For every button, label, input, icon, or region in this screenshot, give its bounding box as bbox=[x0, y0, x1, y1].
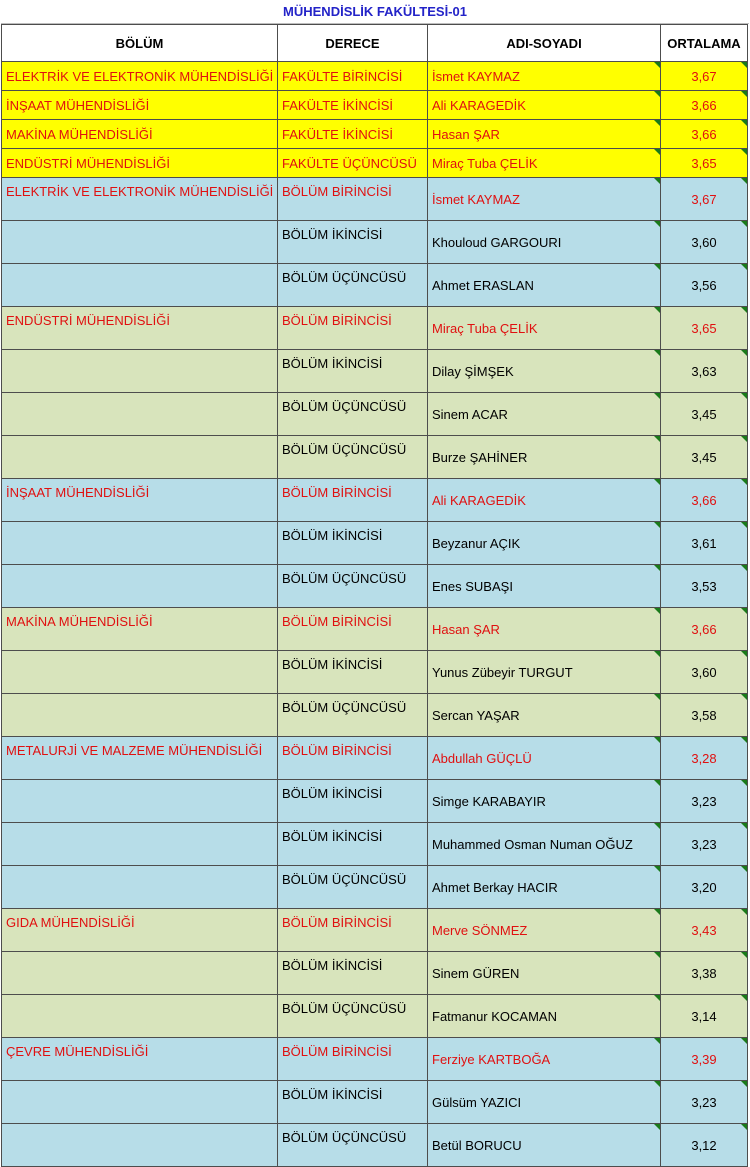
cell-adi-soyadi[interactable]: Ferziye KARTBOĞA bbox=[428, 1038, 661, 1081]
cell-bolum[interactable] bbox=[2, 694, 278, 737]
cell-derece[interactable]: BÖLÜM ÜÇÜNCÜSÜ bbox=[278, 264, 428, 307]
cell-derece[interactable]: BÖLÜM BİRİNCİSİ bbox=[278, 307, 428, 350]
cell-ortalama[interactable]: 3,58 bbox=[661, 694, 748, 737]
table-row bbox=[2, 1081, 748, 1124]
table-row bbox=[2, 91, 748, 120]
cell-adi-soyadi[interactable]: Yunus Zübeyir TURGUT bbox=[428, 651, 661, 694]
cell-derece[interactable]: FAKÜLTE İKİNCİSİ bbox=[278, 120, 428, 149]
cell-derece[interactable]: FAKÜLTE BİRİNCİSİ bbox=[278, 62, 428, 91]
cell-bolum[interactable]: METALURJİ VE MALZEME MÜHENDİSLİĞİ bbox=[2, 737, 278, 780]
table-row bbox=[2, 565, 748, 608]
table-row bbox=[2, 62, 748, 91]
cell-ortalama[interactable]: 3,66 bbox=[661, 608, 748, 651]
cell-derece[interactable]: BÖLÜM BİRİNCİSİ bbox=[278, 608, 428, 651]
cell-derece[interactable]: BÖLÜM BİRİNCİSİ bbox=[278, 909, 428, 952]
cell-adi-soyadi[interactable]: Betül BORUCU bbox=[428, 1124, 661, 1167]
cell-derece[interactable]: BÖLÜM İKİNCİSİ bbox=[278, 952, 428, 995]
cell-bolum[interactable] bbox=[2, 264, 278, 307]
table-row bbox=[2, 909, 748, 952]
cell-derece[interactable]: BÖLÜM BİRİNCİSİ bbox=[278, 178, 428, 221]
cell-ortalama[interactable]: 3,63 bbox=[661, 350, 748, 393]
cell-ortalama[interactable]: 3,14 bbox=[661, 995, 748, 1038]
cell-bolum[interactable] bbox=[2, 995, 278, 1038]
cell-bolum[interactable] bbox=[2, 823, 278, 866]
cell-ortalama[interactable]: 3,56 bbox=[661, 264, 748, 307]
cell-ortalama[interactable]: 3,38 bbox=[661, 952, 748, 995]
table-row bbox=[2, 780, 748, 823]
cell-ortalama[interactable]: 3,28 bbox=[661, 737, 748, 780]
cell-bolum[interactable]: MAKİNA MÜHENDİSLİĞİ bbox=[2, 608, 278, 651]
table-row bbox=[2, 522, 748, 565]
cell-ortalama[interactable]: 3,12 bbox=[661, 1124, 748, 1167]
cell-bolum[interactable] bbox=[2, 522, 278, 565]
cell-bolum[interactable] bbox=[2, 393, 278, 436]
cell-ortalama[interactable]: 3,66 bbox=[661, 479, 748, 522]
table-row bbox=[2, 1124, 748, 1167]
cell-adi-soyadi[interactable]: Sercan YAŞAR bbox=[428, 694, 661, 737]
cell-bolum[interactable]: GIDA MÜHENDİSLİĞİ bbox=[2, 909, 278, 952]
cell-derece[interactable]: BÖLÜM ÜÇÜNCÜSÜ bbox=[278, 694, 428, 737]
cell-derece[interactable]: BÖLÜM ÜÇÜNCÜSÜ bbox=[278, 866, 428, 909]
cell-ortalama[interactable]: 3,60 bbox=[661, 651, 748, 694]
table-row bbox=[2, 1038, 748, 1081]
table-row bbox=[2, 350, 748, 393]
table-row bbox=[2, 393, 748, 436]
cell-ortalama[interactable]: 3,23 bbox=[661, 823, 748, 866]
header-derece[interactable]: DERECE bbox=[278, 25, 428, 62]
cell-adi-soyadi[interactable]: İsmet KAYMAZ bbox=[428, 178, 661, 221]
cell-adi-soyadi[interactable]: Beyzanur AÇIK bbox=[428, 522, 661, 565]
table-body bbox=[2, 62, 748, 1167]
cell-ortalama[interactable]: 3,66 bbox=[661, 91, 748, 120]
cell-adi-soyadi[interactable]: Miraç Tuba ÇELİK bbox=[428, 149, 661, 178]
cell-adi-soyadi[interactable]: Sinem ACAR bbox=[428, 393, 661, 436]
cell-adi-soyadi[interactable]: Ahmet Berkay HACIR bbox=[428, 866, 661, 909]
table-row bbox=[2, 952, 748, 995]
cell-derece[interactable]: BÖLÜM ÜÇÜNCÜSÜ bbox=[278, 995, 428, 1038]
cell-bolum[interactable]: ÇEVRE MÜHENDİSLİĞİ bbox=[2, 1038, 278, 1081]
table-row bbox=[2, 264, 748, 307]
results-table bbox=[1, 24, 748, 1167]
cell-adi-soyadi[interactable]: Miraç Tuba ÇELİK bbox=[428, 307, 661, 350]
table-row bbox=[2, 221, 748, 264]
cell-derece[interactable]: BÖLÜM BİRİNCİSİ bbox=[278, 1038, 428, 1081]
cell-derece[interactable]: BÖLÜM İKİNCİSİ bbox=[278, 651, 428, 694]
table-row bbox=[2, 120, 748, 149]
table-row bbox=[2, 307, 748, 350]
table-row bbox=[2, 479, 748, 522]
header-adi-soyadi[interactable]: ADI-SOYADI bbox=[428, 25, 661, 62]
cell-derece[interactable]: BÖLÜM ÜÇÜNCÜSÜ bbox=[278, 436, 428, 479]
cell-adi-soyadi[interactable]: Ali KARAGEDİK bbox=[428, 91, 661, 120]
cell-adi-soyadi[interactable]: Hasan ŞAR bbox=[428, 120, 661, 149]
cell-adi-soyadi[interactable]: Gülsüm YAZICI bbox=[428, 1081, 661, 1124]
cell-adi-soyadi[interactable]: Simge KARABAYIR bbox=[428, 780, 661, 823]
cell-ortalama[interactable]: 3,23 bbox=[661, 1081, 748, 1124]
spreadsheet bbox=[1, 0, 749, 1167]
cell-derece[interactable]: BÖLÜM İKİNCİSİ bbox=[278, 350, 428, 393]
table-row bbox=[2, 866, 748, 909]
cell-adi-soyadi[interactable]: Khouloud GARGOURI bbox=[428, 221, 661, 264]
cell-derece[interactable]: FAKÜLTE ÜÇÜNCÜSÜ bbox=[278, 149, 428, 178]
cell-derece[interactable]: BÖLÜM İKİNCİSİ bbox=[278, 522, 428, 565]
table-row bbox=[2, 436, 748, 479]
cell-derece[interactable]: BÖLÜM İKİNCİSİ bbox=[278, 1081, 428, 1124]
cell-bolum[interactable] bbox=[2, 350, 278, 393]
cell-bolum[interactable]: MAKİNA MÜHENDİSLİĞİ bbox=[2, 120, 278, 149]
cell-derece[interactable]: BÖLÜM BİRİNCİSİ bbox=[278, 737, 428, 780]
cell-ortalama[interactable]: 3,39 bbox=[661, 1038, 748, 1081]
cell-bolum[interactable]: ELEKTRİK VE ELEKTRONİK MÜHENDİSLİĞİ bbox=[2, 62, 278, 91]
cell-adi-soyadi[interactable]: Sinem GÜREN bbox=[428, 952, 661, 995]
cell-bolum[interactable] bbox=[2, 952, 278, 995]
cell-adi-soyadi[interactable]: Fatmanur KOCAMAN bbox=[428, 995, 661, 1038]
cell-adi-soyadi[interactable]: İsmet KAYMAZ bbox=[428, 62, 661, 91]
table-row bbox=[2, 608, 748, 651]
cell-bolum[interactable] bbox=[2, 1081, 278, 1124]
cell-bolum[interactable]: ENDÜSTRİ MÜHENDİSLİĞİ bbox=[2, 307, 278, 350]
cell-bolum[interactable] bbox=[2, 1124, 278, 1167]
cell-adi-soyadi[interactable]: Ahmet ERASLAN bbox=[428, 264, 661, 307]
cell-adi-soyadi[interactable]: Enes SUBAŞI bbox=[428, 565, 661, 608]
cell-adi-soyadi[interactable]: Ali KARAGEDİK bbox=[428, 479, 661, 522]
cell-bolum[interactable]: İNŞAAT MÜHENDİSLİĞİ bbox=[2, 479, 278, 522]
cell-ortalama[interactable]: 3,67 bbox=[661, 62, 748, 91]
header-bolum[interactable]: BÖLÜM bbox=[2, 25, 278, 62]
table-row bbox=[2, 178, 748, 221]
cell-derece[interactable]: FAKÜLTE İKİNCİSİ bbox=[278, 91, 428, 120]
cell-bolum[interactable] bbox=[2, 436, 278, 479]
cell-bolum[interactable]: ELEKTRİK VE ELEKTRONİK MÜHENDİSLİĞİ bbox=[2, 178, 278, 221]
cell-adi-soyadi[interactable]: Dilay ŞİMŞEK bbox=[428, 350, 661, 393]
cell-ortalama[interactable]: 3,65 bbox=[661, 307, 748, 350]
header-row bbox=[2, 25, 748, 62]
cell-ortalama[interactable]: 3,43 bbox=[661, 909, 748, 952]
cell-ortalama[interactable]: 3,61 bbox=[661, 522, 748, 565]
cell-derece[interactable]: BÖLÜM ÜÇÜNCÜSÜ bbox=[278, 1124, 428, 1167]
cell-ortalama[interactable]: 3,67 bbox=[661, 178, 748, 221]
cell-bolum[interactable]: ENDÜSTRİ MÜHENDİSLİĞİ bbox=[2, 149, 278, 178]
cell-adi-soyadi[interactable]: Muhammed Osman Numan OĞUZ bbox=[428, 823, 661, 866]
cell-ortalama[interactable]: 3,65 bbox=[661, 149, 748, 178]
cell-derece[interactable]: BÖLÜM ÜÇÜNCÜSÜ bbox=[278, 565, 428, 608]
cell-bolum[interactable] bbox=[2, 866, 278, 909]
cell-derece[interactable]: BÖLÜM İKİNCİSİ bbox=[278, 780, 428, 823]
cell-derece[interactable]: BÖLÜM BİRİNCİSİ bbox=[278, 479, 428, 522]
cell-bolum[interactable] bbox=[2, 651, 278, 694]
cell-derece[interactable]: BÖLÜM İKİNCİSİ bbox=[278, 823, 428, 866]
cell-ortalama[interactable]: 3,20 bbox=[661, 866, 748, 909]
cell-derece[interactable]: BÖLÜM ÜÇÜNCÜSÜ bbox=[278, 393, 428, 436]
table-row bbox=[2, 737, 748, 780]
header-ortalama[interactable]: ORTALAMA bbox=[661, 25, 748, 62]
cell-adi-soyadi[interactable]: Abdullah GÜÇLÜ bbox=[428, 737, 661, 780]
cell-ortalama[interactable]: 3,60 bbox=[661, 221, 748, 264]
table-row bbox=[2, 149, 748, 178]
cell-ortalama[interactable]: 3,45 bbox=[661, 393, 748, 436]
table-row bbox=[2, 995, 748, 1038]
table-row bbox=[2, 694, 748, 737]
cell-ortalama[interactable]: 3,66 bbox=[661, 120, 748, 149]
cell-bolum[interactable] bbox=[2, 565, 278, 608]
cell-bolum[interactable] bbox=[2, 221, 278, 264]
cell-bolum[interactable] bbox=[2, 780, 278, 823]
cell-derece[interactable]: BÖLÜM İKİNCİSİ bbox=[278, 221, 428, 264]
cell-ortalama[interactable]: 3,23 bbox=[661, 780, 748, 823]
table-row bbox=[2, 651, 748, 694]
sheet-title: MÜHENDİSLİK FAKÜLTESİ-01 bbox=[1, 0, 749, 24]
cell-ortalama[interactable]: 3,53 bbox=[661, 565, 748, 608]
table-row bbox=[2, 823, 748, 866]
cell-ortalama[interactable]: 3,45 bbox=[661, 436, 748, 479]
cell-adi-soyadi[interactable]: Hasan ŞAR bbox=[428, 608, 661, 651]
cell-adi-soyadi[interactable]: Burze ŞAHİNER bbox=[428, 436, 661, 479]
cell-bolum[interactable]: İNŞAAT MÜHENDİSLİĞİ bbox=[2, 91, 278, 120]
cell-adi-soyadi[interactable]: Merve SÖNMEZ bbox=[428, 909, 661, 952]
